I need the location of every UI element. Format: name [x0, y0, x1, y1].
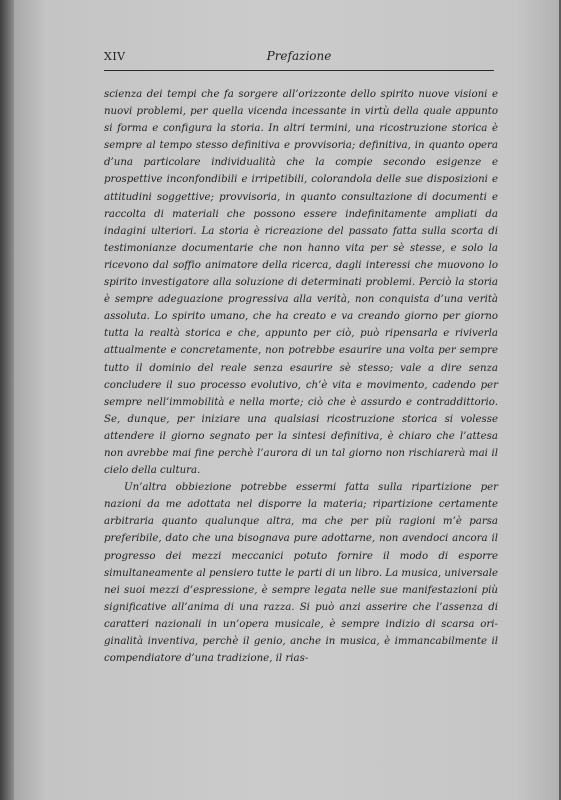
page-header [104, 48, 494, 71]
paragraph-2: Un’altra obbiezione potrebbe essermi fatta sulla ripartizione per nazioni da me adottata nel disporre la materia; ripartizione certamente arbitraria quanto qualunque altra, ma che per più ragioni m’è parsa preferibile, dato che una bisognava pure adottarne, non avendoci ancora il progresso dei mezzi meccanici potuto fornire il modo di esporre simultaneamente al pensiero tutte le parti di un libro. La musica, universale nei suoi mezzi d’espressione, è sempre legata nelle sue manifestazioni più significative all’anima di una razza. Si può anzi asserire che l’assenza di caratteri nazionali in un’opera musicale, è sempre indizio di scarsa originalità inventiva, perchè il genio, anche in musica, è immancabilmente il compendiatore d’una tradizione, il rias- [104, 482, 498, 665]
paragraph-1: scienza dei tempi che fa sorgere all’orizzonte dello spirito nuove visioni e nuovi problemi, per quella vicenda incessante in virtù della quale appunto si forma e configura la storia. In altri termini, una ricostruzione storica è sempre al tempo stesso definitiva e provvisoria; definitiva, in quanto opera d’una particolare individualità che la compie secondo esigenze e prospettive inconfondibili e irripetibili, colorandola delle sue disposizioni e attitudini soggettive; provvisoria, in quanto consultazione di documenti e raccolta di materiali che possono essere indefinitamente ampliati da indagini ulteriori. La storia è ricreazione del passato fatta sulla scorta di testimonianze documentarie che non hanno vita per sè stesse, e solo la ricevono dal soffio animatore della ricerca, dagli interessi che muovono lo spirito investigatore alla soluzione di determinati problemi. Perciò la storia è sempre adeguazione progressiva alla verità, non conquista d’una verità assoluta. Lo spirito umano, che ha creato e va creando giorno per giorno tutta la realtà storica e che, appunto per ciò, può ripensarla e riviverla attualmente e concretamente, non potrebbe esaurire una volta per sempre tutto il dominio del reale senza esaurire sè stesso; vale a dire senza concludere il suo processo evolutivo, ch’è vita e movimento, cadendo per sempre nell’immobilità e nella morte; ciò che è assurdo e contraddittorio. Se, dunque, per iniziare una qualsiasi ricostruzione storica si volesse attendere il giorno segnato per la sintesi definitiva, è chiaro che l’attesa non avrebbe mai fine perchè l’aurora di un tal giorno non rischiarerà mai il cielo della cultura. [104, 89, 498, 477]
running-title: Prefazione [266, 49, 332, 63]
body-text [104, 86, 498, 667]
page-number: XIV [104, 50, 126, 63]
book-spine-shadow [0, 0, 14, 800]
